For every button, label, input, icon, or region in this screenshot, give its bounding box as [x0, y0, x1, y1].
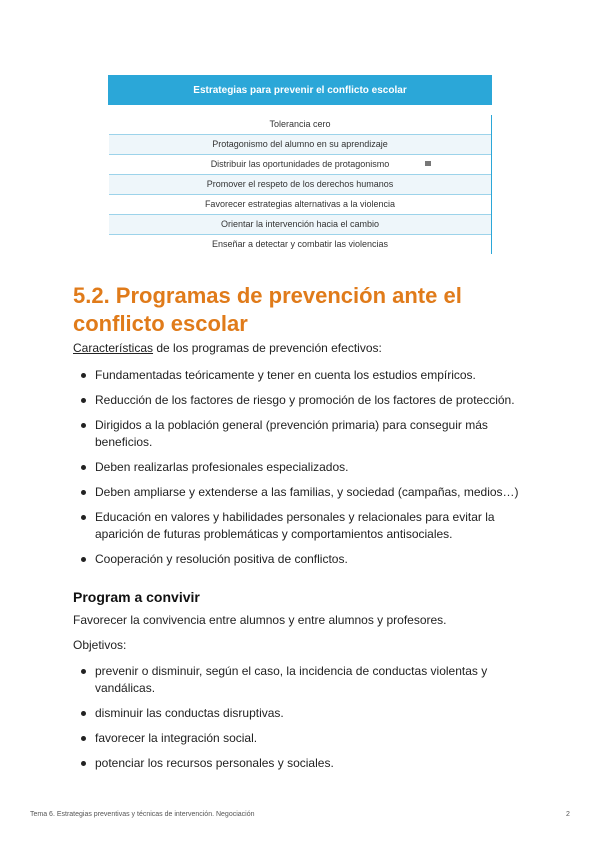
table-row: Protagonismo del alumno en su aprendizaje	[109, 135, 491, 155]
table-header: Estrategias para prevenir el conflicto escolar	[108, 75, 492, 105]
table-body	[108, 115, 492, 254]
list-item: prevenir o disminuir, según el caso, la incidencia de conductas violentas y vandálicas.	[73, 663, 543, 697]
list-item: Educación en valores y habilidades personales y relacionales para evitar la aparición de futuras problemáticas y comportamientos antisociales.	[73, 509, 543, 543]
characteristics-list	[73, 367, 543, 576]
table-row: Enseñar a detectar y combatir las violencias	[211, 239, 389, 249]
table-row-text: Distribuir las oportunidades de protagonismo	[210, 159, 390, 169]
program-description: Favorecer la convivencia entre alumnos y entre alumnos y profesores.	[73, 613, 447, 627]
intro-underlined: Características	[73, 341, 154, 355]
list-item: Cooperación y resolución positiva de conflictos.	[73, 551, 543, 568]
objectives-list	[73, 663, 543, 780]
intro-rest: de los programas de prevención efectivos:	[153, 341, 382, 355]
table-row: Promover el respeto de los derechos humanos	[109, 175, 491, 195]
table-row: Tolerancia cero	[109, 115, 491, 135]
list-item: disminuir las conductas disruptivas.	[73, 705, 543, 722]
table-row	[109, 155, 491, 175]
list-item: Dirigidos a la población general (prevención primaria) para conseguir más beneficios.	[73, 417, 543, 451]
intro-text	[73, 341, 382, 355]
list-item: potenciar los recursos personales y sociales.	[73, 755, 543, 772]
list-item: favorecer la integración social.	[73, 730, 543, 747]
list-item: Deben realizarlas profesionales especializados.	[73, 459, 543, 476]
footer-text: Tema 6. Estrategias preventivas y técnicas de intervención. Negociación	[30, 811, 255, 818]
list-item: Deben ampliarse y extenderse a las familias, y sociedad (campañas, medios…)	[73, 484, 543, 501]
table-row: Favorecer estrategias alternativas a la violencia	[109, 195, 491, 215]
program-title: Program a convivir	[73, 589, 200, 605]
section-title: 5.2. Programas de prevención ante el conflicto escolar	[73, 283, 462, 336]
objectives-label: Objetivos:	[73, 638, 127, 652]
list-item: Fundamentadas teóricamente y tener en cuenta los estudios empíricos.	[73, 367, 543, 384]
page-number: 2	[566, 811, 570, 818]
strategies-table	[108, 75, 492, 254]
list-item: Reducción de los factores de riesgo y promoción de los factores de protección.	[73, 392, 543, 409]
table-row: Orientar la intervención hacia el cambio	[109, 215, 491, 235]
square-marker-icon	[425, 161, 431, 166]
